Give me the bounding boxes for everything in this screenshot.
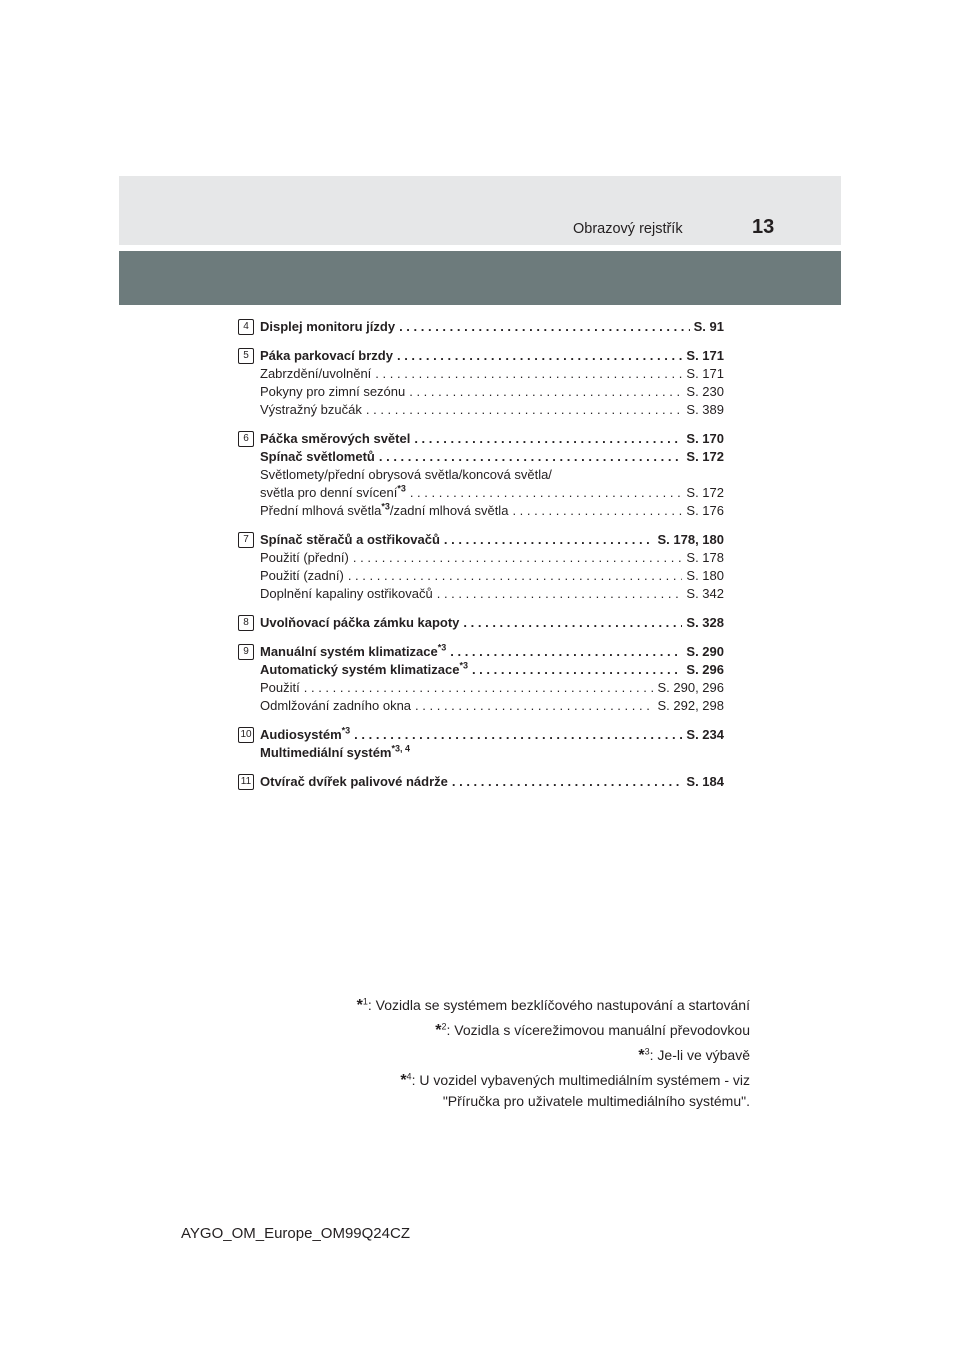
index-label-text: Manuální systém klimatizace [260,644,438,659]
page-reference: S. 290, 296 [657,680,724,695]
index-line [260,567,724,585]
page-reference: S. 170 [686,431,724,446]
index-line [260,531,724,549]
page-reference: S. 180 [686,568,724,583]
index-label-text: Páka parkovací brzdy [260,348,393,363]
index-label-text: Přední mlhová světla [260,503,382,518]
footnote-mark: * [638,1047,645,1064]
index-entry [238,430,724,520]
callout-number: 11 [238,774,254,790]
footnote-mark: * [400,1072,407,1089]
index-line [260,466,724,484]
index-line [260,549,724,567]
page-reference: S. 389 [686,402,724,417]
footnote-text: : Vozidla s vícerežimovou manuální převodovkou [446,1022,750,1038]
leader-dots [437,585,683,603]
index-line [260,643,724,661]
page-reference: S. 178, 180 [657,532,724,547]
callout-number: 8 [238,615,254,631]
index-label-text: Automatický systém klimatizace [260,662,460,677]
index-label [260,614,459,632]
footnote [150,995,750,1016]
footnote-number: 4 [406,1071,412,1082]
index-label-text: Páčka směrových světel [260,431,411,446]
footnote-number: 3 [644,1046,650,1057]
index-line [260,697,724,715]
index-label-text: Odmlžování zadního okna [260,698,412,713]
index-entry [238,531,724,603]
index-line [260,502,724,520]
footnote-text: "Příručka pro uživatele multimediálního systému". [442,1093,750,1109]
callout-number: 7 [238,532,254,548]
page-reference: S. 178 [686,550,724,565]
index-label-text: Audiosystém [260,727,342,742]
page-reference: S. 328 [686,615,724,630]
index-entry [238,773,724,791]
footnote-mark: * [356,997,363,1014]
footnote [150,1045,750,1066]
index-line [260,585,724,603]
index-label [260,502,508,520]
leader-dots [379,448,683,466]
index-label: Světlomety/přední obrysová světla/koncová světla/ [260,467,552,482]
leader-dots [472,661,682,679]
index-label [260,679,300,697]
page-number: 13 [752,216,775,238]
index-label-text: Použití [260,680,300,695]
footnote [150,1020,750,1041]
leader-dots [348,567,683,585]
index-list [238,318,724,802]
page-reference: S. 290 [686,644,724,659]
leader-dots [354,726,682,744]
index-label [260,773,448,791]
page-reference: S. 342 [686,586,724,601]
index-line [260,365,724,383]
page-reference: S. 234 [686,727,724,742]
page-reference: S. 172 [686,485,724,500]
page-reference: S. 171 [686,366,724,381]
index-label-text: /zadní mlhová světla [389,503,509,518]
section-title: Obrazový rejstřík [573,221,683,237]
index-label [260,347,393,365]
index-label-text: Výstražný bzučák [260,402,362,417]
leader-dots [410,484,683,502]
callout-number: 5 [238,348,254,364]
index-line [260,430,724,448]
index-label [260,661,468,679]
footnote-number: 1 [362,996,368,1007]
index-entry [238,643,724,715]
index-label-text: světla pro denní svícení [260,485,398,500]
index-line [260,744,724,762]
callout-number: 4 [238,319,254,335]
page-reference: S. 91 [693,319,724,334]
index-label [260,585,433,603]
page-reference: S. 172 [686,449,724,464]
index-line [260,484,724,502]
index-label [260,643,446,661]
document-code: AYGO_OM_Europe_OM99Q24CZ [181,1225,410,1242]
index-line [260,773,724,791]
index-label [260,365,371,383]
leader-dots [375,365,682,383]
page-reference: S. 176 [686,503,724,518]
index-label-text: Spínač stěračů a ostřikovačů [260,532,440,547]
footnote-ref: *3 [341,725,351,736]
index-label-text: Použití (přední) [260,550,349,565]
footnote-ref: *3, 4 [391,743,410,754]
index-label-text: Displej monitoru jízdy [260,319,396,334]
footnote [150,1070,750,1111]
index-line [260,347,724,365]
index-line [260,726,724,744]
index-label-text: Spínač světlometů [260,449,375,464]
footnote-ref: *3 [437,642,447,653]
index-label-text: Použití (zadní) [260,568,344,583]
callout-number: 10 [238,727,254,743]
index-line [260,614,724,632]
page-reference: S. 292, 298 [657,698,724,713]
index-line [260,383,724,401]
index-label [260,484,406,502]
leader-dots [415,697,653,715]
index-entry [238,347,724,419]
footnote-ref: *3 [397,483,406,494]
index-label [260,567,344,585]
leader-dots [450,643,682,661]
footnotes [150,995,750,1115]
leader-dots [366,401,683,419]
footnote-number: 2 [441,1021,447,1032]
leader-dots [353,549,683,567]
leader-dots [512,502,682,520]
page-reference: S. 171 [686,348,724,363]
footnote-mark: * [435,1022,442,1039]
header-dark-band [119,251,841,305]
leader-dots [397,347,682,365]
page-reference: S. 230 [686,384,724,399]
leader-dots [399,318,690,336]
index-label [260,549,349,567]
callout-number: 6 [238,431,254,447]
index-entry [238,614,724,632]
page-reference: S. 296 [686,662,724,677]
footnote-text: : U vozidel vybavených multimediálním systémem - viz [411,1072,750,1088]
index-label-text: Doplnění kapaliny ostřikovačů [260,586,433,601]
index-line [260,318,724,336]
index-line [260,448,724,466]
index-label-text: Otvírač dvířek palivové nádrže [260,774,448,789]
callout-number: 9 [238,644,254,660]
page-reference: S. 184 [686,774,724,789]
leader-dots [463,614,682,632]
index-label-text: Zabrzdění/uvolnění [260,366,372,381]
footnote-ref: *3 [459,660,468,671]
index-label-text: Uvolňovací páčka zámku kapoty [260,615,460,630]
index-entry [238,726,724,762]
footnote-text: : Je-li ve výbavě [649,1047,750,1063]
leader-dots [304,679,654,697]
index-line [260,401,724,419]
index-line [260,679,724,697]
index-label [260,430,410,448]
index-label [260,383,405,401]
index-label [260,448,375,466]
index-line [260,661,724,679]
footnote-text: : Vozidla se systémem bezklíčového nastupování a startování [367,997,750,1013]
footnote-ref: *3 [381,501,390,512]
index-label [260,726,350,744]
index-label-text: Pokyny pro zimní sezónu [260,384,406,399]
index-label [260,318,395,336]
index-label [260,697,411,715]
index-label: Multimediální systém [260,745,392,760]
leader-dots [444,531,654,549]
leader-dots [452,773,683,791]
index-entry [238,318,724,336]
leader-dots [409,383,682,401]
header-band [119,176,841,245]
index-label [260,531,440,549]
leader-dots [414,430,682,448]
index-label [260,401,362,419]
